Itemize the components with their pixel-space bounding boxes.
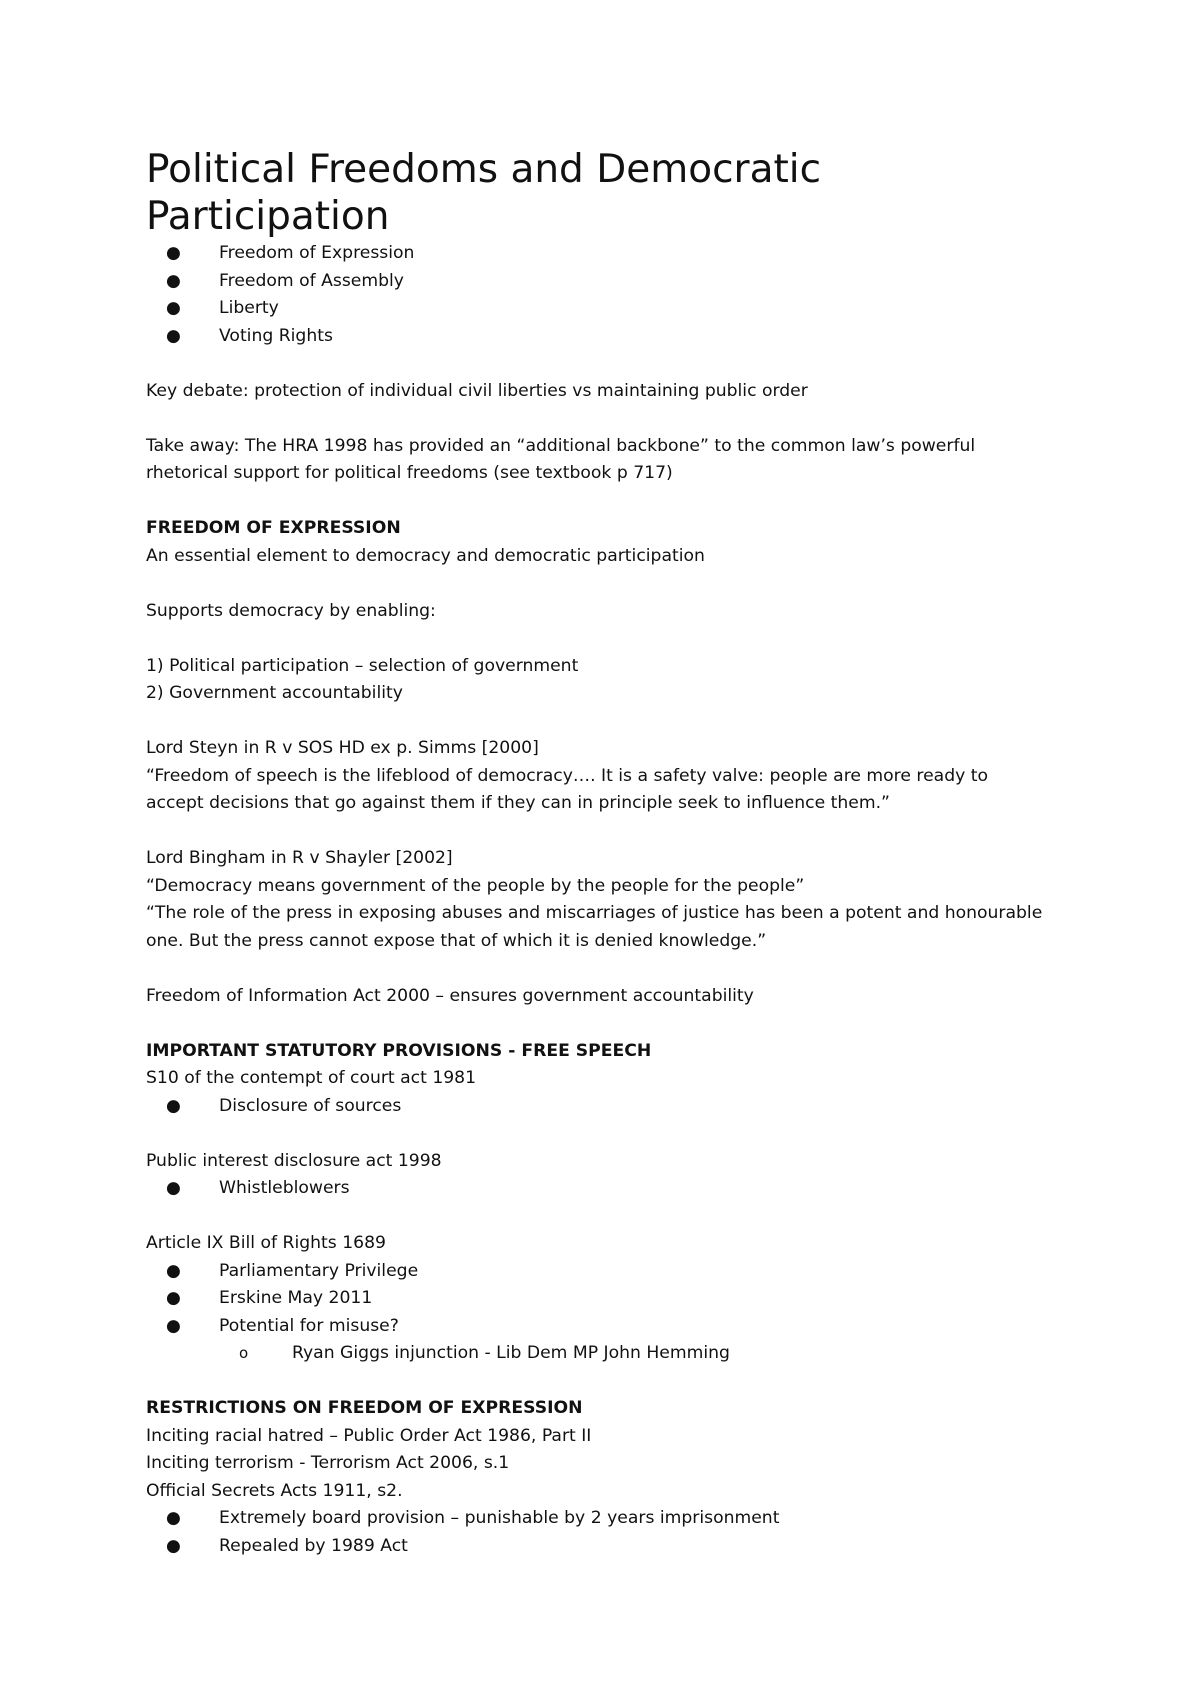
key-debate: Key debate: protection of individual civil liberties vs maintaining public order (146, 380, 808, 401)
numbered-point: 1) Political participation – selection of government (146, 655, 579, 676)
list-item: ● Whistleblowers (146, 1175, 1046, 1203)
hollow-bullet-icon: o (239, 1344, 249, 1362)
bullet-list (146, 1175, 1046, 1203)
bullet-icon: ● (166, 1178, 181, 1198)
bullet-icon: ● (166, 298, 181, 318)
document-page (146, 146, 1046, 1560)
list-item: ● Erskine May 2011 (146, 1285, 1046, 1313)
list-item: ● Parliamentary Privilege (146, 1258, 1046, 1286)
paragraph: Official Secrets Acts 1911, s2. (146, 1480, 403, 1501)
bullet-icon: ● (166, 1095, 181, 1116)
bullet-icon: ● (166, 1535, 181, 1556)
bullet-list (146, 1093, 1046, 1121)
paragraph: An essential element to democracy and democratic participation (146, 545, 705, 566)
sub-list-item: o Ryan Giggs injunction - Lib Dem MP John Hemming (146, 1340, 1046, 1368)
quotation: “Democracy means government of the people by the people for the people” (146, 875, 805, 896)
quotation: “The role of the press in exposing abuses and miscarriages of justice has been a potent and honourable one. But the press cannot expose that of which it is denied knowledge.” (146, 903, 1043, 951)
list-item: ● Potential for misuse? (146, 1313, 1046, 1341)
paragraph: Inciting racial hatred – Public Order Act 1986, Part II (146, 1425, 592, 1446)
paragraph: Public interest disclosure act 1998 (146, 1150, 442, 1171)
bullet-list (146, 1505, 1046, 1560)
bullet-list (146, 1258, 1046, 1368)
paragraph: S10 of the contempt of court act 1981 (146, 1068, 477, 1088)
bullet-icon: ● (166, 1288, 181, 1308)
list-item: ● Freedom of Assembly (146, 268, 1046, 296)
list-item: ● Voting Rights (146, 323, 1046, 351)
list-item: ● Repealed by 1989 Act (146, 1533, 1046, 1561)
bullet-icon: ● (166, 1260, 181, 1281)
quotation: “Freedom of speech is the lifeblood of democracy…. It is a safety valve: people are more ready to accept decisions that go against them if they can in principle seek to influence them.” (146, 765, 989, 813)
section-heading-restrictions: RESTRICTIONS ON FREEDOM OF EXPRESSION (146, 1398, 583, 1418)
paragraph: Article IX Bill of Rights 1689 (146, 1233, 386, 1253)
numbered-point: 2) Government accountability (146, 683, 403, 703)
bullet-icon: ● (166, 243, 181, 263)
list-item: ● Disclosure of sources (146, 1093, 1046, 1121)
case-citation: Lord Bingham in R v Shayler [2002] (146, 848, 453, 868)
list-item: ● Liberty (146, 295, 1046, 323)
list-item: ● Extremely board provision – punishable by 2 years imprisonment (146, 1505, 1046, 1533)
case-citation: Lord Steyn in R v SOS HD ex p. Simms [2000] (146, 738, 539, 758)
intro-bullet-list (146, 240, 1046, 350)
bullet-icon: ● (166, 325, 181, 346)
bullet-icon: ● (166, 1508, 181, 1528)
bullet-icon: ● (166, 270, 181, 291)
page-title: Political Freedoms and Democratic Participation (146, 147, 822, 239)
paragraph: Freedom of Information Act 2000 – ensures government accountability (146, 985, 754, 1006)
section-heading-statutory-provisions: IMPORTANT STATUTORY PROVISIONS - FREE SPEECH (146, 1040, 652, 1061)
bullet-icon: ● (166, 1315, 181, 1336)
take-away: Take away: The HRA 1998 has provided an “additional backbone” to the common law’s powerful rhetorical support for political freedoms (see textbook p 717) (146, 435, 976, 483)
paragraph: Inciting terrorism - Terrorism Act 2006, s.1 (146, 1453, 510, 1473)
list-item: ● Freedom of Expression (146, 240, 1046, 268)
section-heading-freedom-of-expression: FREEDOM OF EXPRESSION (146, 518, 401, 538)
paragraph: Supports democracy by enabling: (146, 600, 436, 621)
